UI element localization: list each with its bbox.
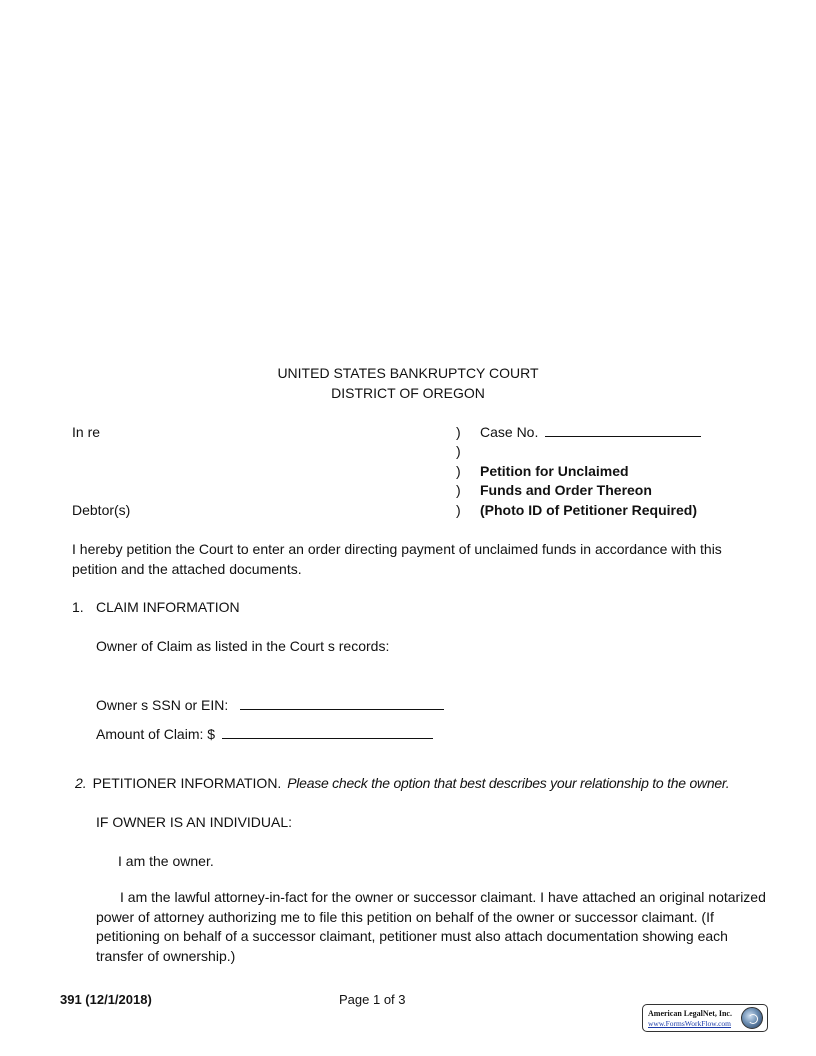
option-attorney[interactable] — [96, 888, 766, 966]
caption-paren: ) — [456, 502, 461, 518]
american-legalnet-logo[interactable] — [642, 1004, 768, 1032]
amount-label: Amount of Claim: $ — [96, 726, 216, 742]
option-owner[interactable] — [118, 852, 214, 870]
document-title-line2: Funds and Order Thereon — [480, 482, 652, 498]
owner-of-claim-label: Owner of Claim as listed in the Court s records: — [96, 638, 390, 654]
form-id: 391 (12/1/2018) — [60, 992, 152, 1007]
option-attorney-label: I am the lawful attorney-in-fact for the owner or successor claimant. I have attached an original notarized power of attorney authorizing me to file this petition on behalf of the owner or successor claimant. (If petitioning on behalf of a successor claimant, petitioner must also attach documentation showing each transfer of ownership.) — [96, 889, 766, 964]
section2-instruction: Please check the option that best describes your relationship to the owner. — [287, 775, 730, 791]
ssn-line[interactable] — [240, 696, 444, 710]
section2-header — [75, 774, 729, 792]
section1-heading: CLAIM INFORMATION — [96, 599, 240, 615]
document-title-line3: (Photo ID of Petitioner Required) — [480, 502, 697, 518]
option-owner-label: I am the owner. — [118, 853, 214, 869]
caption-paren: ) — [456, 482, 461, 498]
section2-number: 2. — [75, 775, 87, 791]
amount-field[interactable] — [96, 725, 433, 743]
debtors-label: Debtor(s) — [72, 502, 131, 518]
logo-company-name: American LegalNet, Inc. — [648, 1009, 732, 1018]
caption-paren: ) — [456, 443, 461, 459]
case-number-field[interactable] — [480, 423, 701, 441]
page-number: Page 1 of 3 — [339, 992, 406, 1007]
section1-number: 1. — [72, 599, 84, 615]
court-district: DISTRICT OF OREGON — [331, 385, 485, 401]
caption-paren: ) — [456, 463, 461, 479]
globe-icon — [741, 1007, 763, 1029]
document-title-line1: Petition for Unclaimed — [480, 463, 629, 479]
section2-heading: PETITIONER INFORMATION. — [92, 775, 282, 791]
case-number-label: Case No. — [480, 424, 539, 440]
amount-line[interactable] — [222, 725, 433, 739]
intro-paragraph: I hereby petition the Court to enter an order directing payment of unclaimed funds in accordance with this petition and the attached documents. — [72, 541, 722, 577]
ssn-label: Owner s SSN or EIN: — [96, 697, 229, 713]
court-name: UNITED STATES BANKRUPTCY COURT — [277, 365, 539, 381]
in-re-label: In re — [72, 424, 101, 440]
ssn-field[interactable] — [96, 696, 444, 714]
logo-url-link[interactable]: www.FormsWorkFlow.com — [648, 1019, 732, 1028]
caption-paren: ) — [456, 424, 461, 440]
case-number-line[interactable] — [545, 423, 701, 437]
individual-owner-heading: IF OWNER IS AN INDIVIDUAL: — [96, 814, 293, 830]
